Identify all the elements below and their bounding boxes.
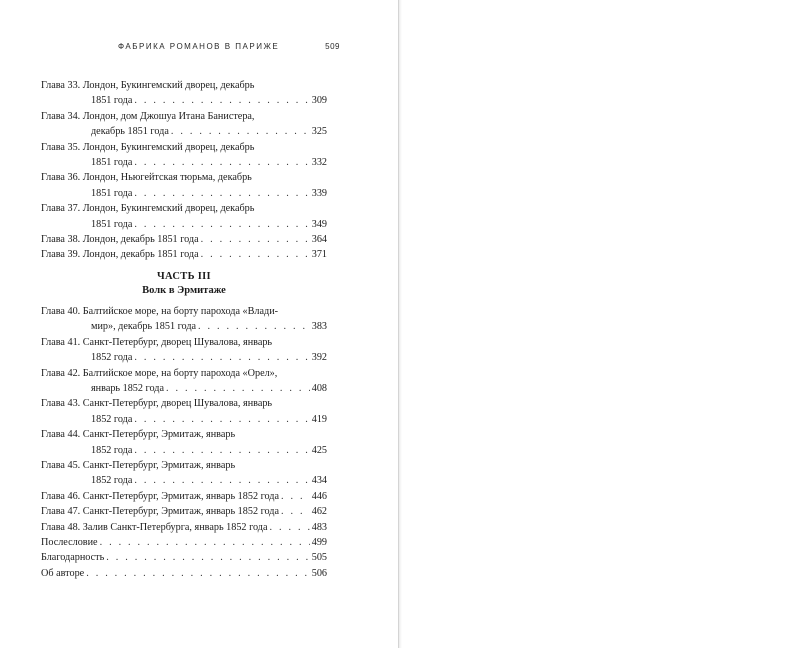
- toc-page-number: 446: [311, 490, 327, 502]
- part-number: ЧАСТЬ III: [157, 270, 211, 282]
- chapter-title: Санкт-Петербург, Эрмитаж, январь 1852 года: [82, 506, 280, 518]
- page-number: 509: [325, 42, 340, 51]
- toc-page-number: 434: [311, 475, 327, 487]
- toc-entry-line: [41, 535, 327, 550]
- chapter-number: Глава 45.: [41, 459, 81, 471]
- chapter-number: Глава 40.: [41, 305, 81, 317]
- toc-entry: [41, 201, 327, 232]
- part-title: Волк в Эрмитаже: [142, 284, 226, 296]
- toc-entry-line: [41, 520, 327, 535]
- gutter-shadow: [399, 0, 402, 648]
- toc-entry-first-line: [41, 427, 327, 442]
- chapter-number: Глава 47.: [41, 506, 81, 518]
- leader-dots: [134, 350, 309, 365]
- table-of-contents: [41, 78, 327, 581]
- toc-entry: [41, 489, 327, 504]
- leader-dots: [100, 535, 310, 550]
- toc-page-number: 505: [311, 552, 327, 564]
- leader-dots: [134, 412, 309, 427]
- toc-entry-line: [41, 489, 327, 504]
- toc-entry-first-line: [41, 304, 327, 319]
- toc-entry: [41, 566, 327, 581]
- chapter-title-continued: 1851 года: [91, 157, 133, 169]
- toc-entry-first-line: [41, 201, 327, 216]
- chapter-title: Об авторе: [41, 567, 85, 579]
- toc-entry-second-line: [41, 350, 327, 365]
- chapter-number: Глава 44.: [41, 429, 81, 441]
- leader-dots: [134, 443, 309, 458]
- toc-entry: [41, 78, 327, 109]
- toc-page-number: 364: [311, 234, 327, 246]
- toc-page-number: 483: [311, 521, 327, 533]
- toc-page-number: 499: [311, 536, 327, 548]
- toc-entry-second-line: [41, 319, 327, 334]
- chapter-title: Санкт-Петербург, Эрмитаж, январь: [82, 429, 236, 441]
- chapter-title: Балтийское море, на борту парохода «Влади-: [82, 305, 279, 317]
- toc-entry-first-line: [41, 140, 327, 155]
- toc-page-number: 425: [311, 444, 327, 456]
- toc-page-number: 339: [311, 187, 327, 199]
- toc-entry-line: [41, 232, 327, 247]
- chapter-title-continued: декабрь 1851 года: [91, 126, 169, 138]
- chapter-title-continued: 1851 года: [91, 218, 133, 230]
- chapter-title: Лондон, декабрь 1851 года: [82, 234, 199, 246]
- chapter-title-continued: мир», декабрь 1851 года: [91, 321, 197, 333]
- toc-entry-second-line: [41, 186, 327, 201]
- toc-page-number: 309: [311, 95, 327, 107]
- chapter-title-continued: январь 1852 года: [91, 382, 164, 394]
- toc-entry-second-line: [41, 124, 327, 139]
- part-heading: [41, 270, 327, 298]
- chapter-title: Санкт-Петербург, Эрмитаж, январь 1852 года: [82, 490, 280, 502]
- toc-entry-second-line: [41, 473, 327, 488]
- toc-entry-second-line: [41, 155, 327, 170]
- chapter-title: Санкт-Петербург, Эрмитаж, январь: [82, 459, 236, 471]
- toc-page-number: 325: [311, 126, 327, 138]
- chapter-title-continued: 1851 года: [91, 95, 133, 107]
- toc-entry: [41, 109, 327, 140]
- chapter-title: Благодарность: [41, 552, 105, 564]
- toc-entry: [41, 335, 327, 366]
- toc-entry: [41, 550, 327, 565]
- leader-dots: [198, 319, 310, 334]
- chapter-title-continued: 1852 года: [91, 475, 133, 487]
- chapter-number: Глава 33.: [41, 80, 81, 91]
- chapter-number: Глава 46.: [41, 490, 81, 502]
- toc-entry: [41, 366, 327, 397]
- chapter-number: Глава 41.: [41, 336, 81, 348]
- toc-entry: [41, 535, 327, 550]
- chapter-title: Лондон, Букингемский дворец, декабрь: [82, 141, 255, 153]
- toc-entry: [41, 396, 327, 427]
- toc-entry-second-line: [41, 381, 327, 396]
- toc-entry-first-line: [41, 458, 327, 473]
- toc-entry-second-line: [41, 93, 327, 108]
- chapter-title: Лондон, Букингемский дворец, декабрь: [82, 80, 255, 91]
- toc-section-before-part: [41, 78, 327, 263]
- toc-entry-line: [41, 247, 327, 262]
- toc-entry-first-line: [41, 170, 327, 185]
- toc-entry: [41, 232, 327, 247]
- chapter-number: Глава 37.: [41, 203, 81, 215]
- chapter-number: Глава 48.: [41, 521, 81, 533]
- toc-page-number: 408: [311, 382, 327, 394]
- toc-entry: [41, 170, 327, 201]
- leader-dots: [86, 566, 310, 581]
- toc-entry-first-line: [41, 396, 327, 411]
- chapter-number: Глава 36.: [41, 172, 81, 184]
- leader-dots: [171, 124, 310, 139]
- running-head: [118, 42, 340, 51]
- toc-entry-first-line: [41, 109, 327, 124]
- toc-entry-line: [41, 566, 327, 581]
- leader-dots: [134, 155, 309, 170]
- leader-dots: [134, 186, 309, 201]
- toc-entry-second-line: [41, 412, 327, 427]
- chapter-title: Лондон, декабрь 1851 года: [82, 249, 199, 261]
- chapter-title: Санкт-Петербург, дворец Шувалова, январь: [82, 336, 273, 348]
- leader-dots: [281, 504, 310, 519]
- toc-entry: [41, 520, 327, 535]
- toc-page-number: 506: [311, 567, 327, 579]
- leader-dots: [134, 217, 309, 232]
- chapter-title: Балтийское море, на борту парохода «Орел»,: [82, 367, 278, 379]
- chapter-title: Послесловие: [41, 536, 98, 548]
- chapter-title-continued: 1852 года: [91, 352, 133, 364]
- leader-dots: [106, 550, 309, 565]
- toc-page-number: 392: [311, 352, 327, 364]
- leader-dots: [166, 381, 310, 396]
- toc-page-number: 462: [311, 506, 327, 518]
- chapter-title: Санкт-Петербург, дворец Шувалова, январь: [82, 398, 273, 410]
- chapter-number: Глава 39.: [41, 249, 81, 261]
- leader-dots: [201, 247, 310, 262]
- leader-dots: [201, 232, 310, 247]
- chapter-title-continued: 1851 года: [91, 187, 133, 199]
- toc-entry: [41, 140, 327, 171]
- chapter-number: Глава 43.: [41, 398, 81, 410]
- toc-entry: [41, 247, 327, 262]
- toc-entry: [41, 458, 327, 489]
- chapter-title-continued: 1852 года: [91, 413, 133, 425]
- toc-entry: [41, 427, 327, 458]
- chapter-number: Глава 35.: [41, 141, 81, 153]
- chapter-title: Лондон, дом Джошуа Итана Банистера,: [82, 110, 255, 122]
- chapter-title: Лондон, Ньюгейтская тюрьма, декабрь: [82, 172, 252, 184]
- toc-entry: [41, 304, 327, 335]
- toc-page-number: 383: [311, 321, 327, 333]
- leader-dots: [281, 489, 310, 504]
- toc-entry-line: [41, 550, 327, 565]
- toc-entry-second-line: [41, 443, 327, 458]
- toc-section-after-part: [41, 304, 327, 581]
- chapter-title: Лондон, Букингемский дворец, декабрь: [82, 203, 255, 215]
- toc-entry-second-line: [41, 217, 327, 232]
- toc-entry-first-line: [41, 366, 327, 381]
- leader-dots: [134, 93, 309, 108]
- toc-entry: [41, 504, 327, 519]
- chapter-number: Глава 38.: [41, 234, 81, 246]
- chapter-number: Глава 34.: [41, 110, 81, 122]
- chapter-title-continued: 1852 года: [91, 444, 133, 456]
- toc-page-number: 332: [311, 157, 327, 169]
- book-title: ФАБРИКА РОМАНОВ В ПАРИЖЕ: [118, 42, 280, 51]
- toc-page-number: 419: [311, 413, 327, 425]
- toc-entry-first-line: [41, 78, 327, 93]
- chapter-title: Залив Санкт-Петербурга, январь 1852 года: [82, 521, 268, 533]
- toc-entry-first-line: [41, 335, 327, 350]
- toc-page-number: 371: [311, 249, 327, 261]
- toc-entry-line: [41, 504, 327, 519]
- leader-dots: [134, 473, 309, 488]
- toc-page-number: 349: [311, 218, 327, 230]
- leader-dots: [270, 520, 310, 535]
- chapter-number: Глава 42.: [41, 367, 81, 379]
